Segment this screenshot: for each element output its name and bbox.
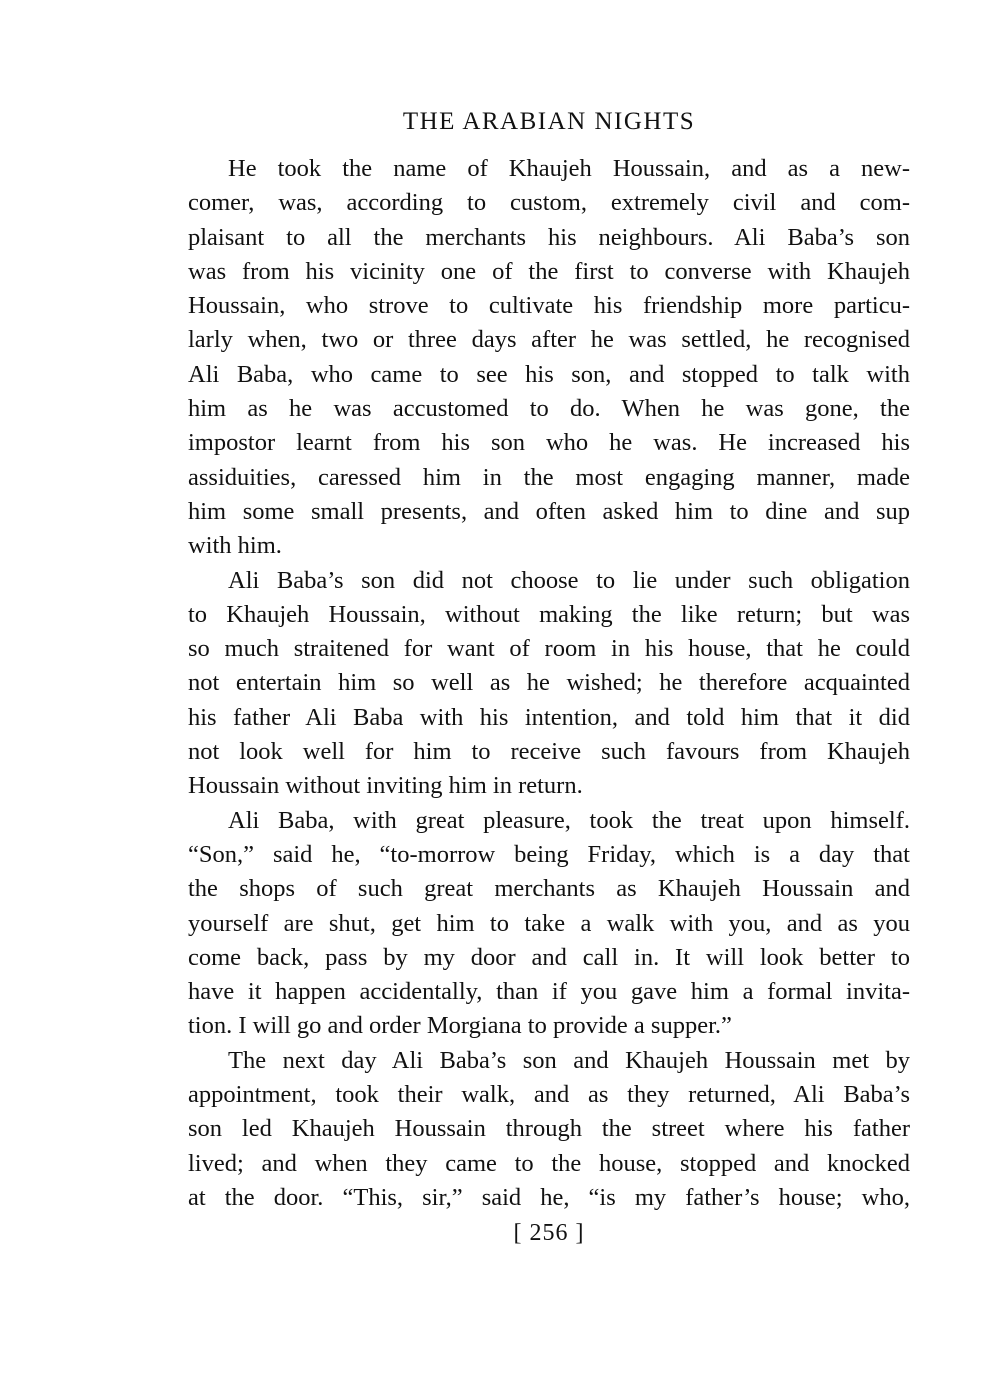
text-line: son led Khaujeh Houssain through the street where his father — [188, 1115, 910, 1143]
text-line: have it happen accidentally, than if you gave him a formal invita- — [188, 978, 910, 1006]
paragraph — [188, 152, 910, 564]
text-line: impostor learnt from his son who he was. He increased his — [188, 429, 910, 457]
text-line: tion. I will go and order Morgiana to provide a supper.” — [188, 1012, 732, 1040]
page-number: [ 256 ] — [513, 1220, 585, 1246]
body-text — [188, 152, 910, 1215]
text-line: with him. — [188, 532, 282, 560]
text-line: not entertain him so well as he wished; he therefore acquainted — [188, 669, 910, 697]
text-line: lived; and when they came to the house, stopped and knocked — [188, 1149, 910, 1177]
text-line: not look well for him to receive such favours from Khaujeh — [188, 738, 910, 766]
text-line: Ali Baba’s son did not choose to lie under such obligation — [228, 566, 910, 594]
paragraph — [188, 804, 910, 1044]
text-line: comer, was, according to custom, extremely civil and com- — [188, 189, 910, 217]
text-line: Ali Baba, with great pleasure, took the treat upon himself. — [228, 806, 910, 834]
text-line: assiduities, caressed him in the most engaging manner, made — [188, 463, 910, 491]
paragraph — [188, 564, 910, 804]
text-line: appointment, took their walk, and as they returned, Ali Baba’s — [188, 1081, 910, 1109]
text-line: come back, pass by my door and call in. It will look better to — [188, 943, 910, 971]
text-line: yourself are shut, get him to take a walk with you, and as you — [188, 909, 910, 937]
paragraph — [188, 1044, 910, 1215]
running-head: THE ARABIAN NIGHTS — [402, 108, 696, 135]
text-line: The next day Ali Baba’s son and Khaujeh Houssain met by — [228, 1046, 910, 1074]
text-line: He took the name of Khaujeh Houssain, and as a new- — [228, 155, 910, 182]
text-line: at the door. “This, sir,” said he, “is my father’s house; who, — [188, 1183, 910, 1211]
text-line: so much straitened for want of room in his house, that he could — [188, 635, 910, 663]
text-line: the shops of such great merchants as Khaujeh Houssain and — [188, 875, 910, 903]
text-line: to Khaujeh Houssain, without making the like return; but was — [188, 600, 910, 628]
text-line: Ali Baba, who came to see his son, and stopped to talk with — [188, 360, 910, 388]
text-line: “Son,” said he, “to-morrow being Friday, which is a day that — [188, 840, 910, 868]
text-line: Houssain without inviting him in return. — [188, 772, 583, 800]
text-line: was from his vicinity one of the first to converse with Khaujeh — [188, 257, 910, 285]
text-line: his father Ali Baba with his intention, and told him that it did — [188, 703, 910, 731]
text-line: him some small presents, and often asked him to dine and sup — [188, 497, 910, 525]
text-line: larly when, two or three days after he was settled, he recognised — [188, 326, 910, 354]
text-line: him as he was accustomed to do. When he was gone, the — [188, 395, 910, 423]
text-line: Houssain, who strove to cultivate his friendship more particu- — [188, 292, 910, 320]
text-line: plaisant to all the merchants his neighbours. Ali Baba’s son — [188, 223, 910, 251]
